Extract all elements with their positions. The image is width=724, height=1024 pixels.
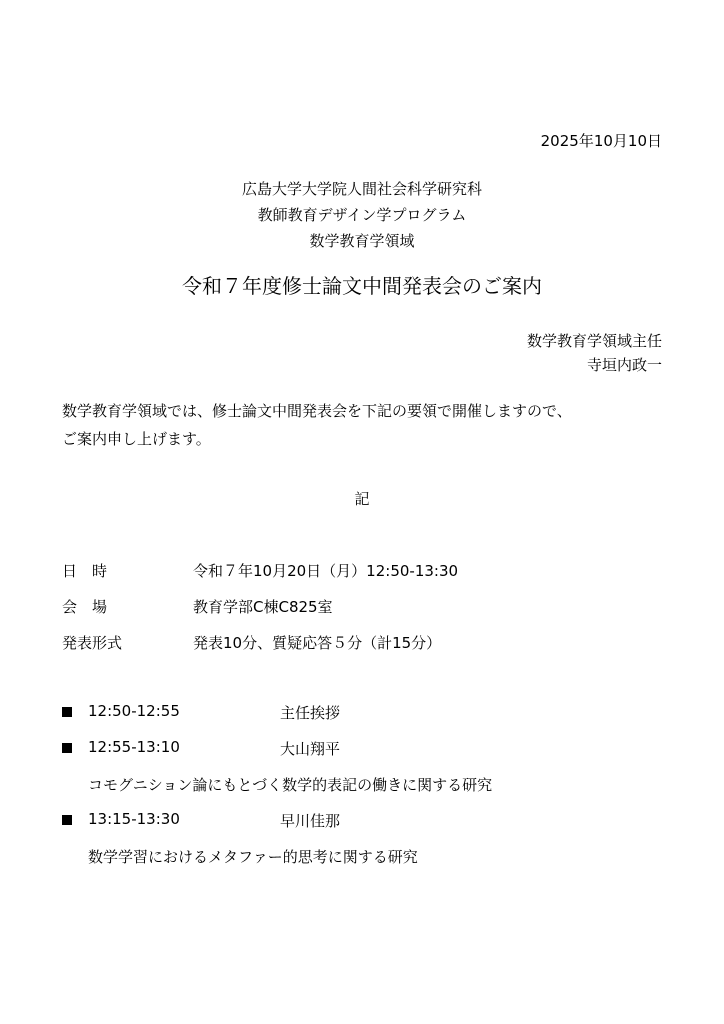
program-topic: 数学学習におけるメタファー的思考に関する研究 — [88, 848, 418, 866]
detail-label-format: 発表形式 — [62, 634, 123, 652]
sender-position: 数学教育学領域主任 — [526, 332, 662, 350]
square-bullet-icon — [62, 815, 72, 825]
detail-value-venue: 教育学部C棟C825室 — [193, 598, 333, 616]
detail-label-venue: 会 場 — [62, 598, 108, 616]
program-presenter: 大山翔平 — [280, 740, 341, 758]
sender-name: 寺垣内政一 — [586, 356, 662, 374]
program-topic: コモグニション論にもとづく数学的表記の働きに関する研究 — [88, 776, 493, 794]
program-time: 12:55-13:10 — [88, 738, 180, 756]
ki-heading: 記 — [354, 490, 370, 508]
document-date: 2025年10月10日 — [540, 132, 662, 150]
detail-label-datetime: 日 時 — [62, 562, 108, 580]
body-text-line-2: ご案内申し上げます。 — [62, 430, 211, 448]
program-presenter: 主任挨拶 — [280, 704, 341, 722]
square-bullet-icon — [62, 707, 72, 717]
organization-line-1: 広島大学大学院人間社会科学研究科 — [241, 180, 482, 198]
detail-value-datetime: 令和７年10月20日（月）12:50-13:30 — [193, 562, 459, 580]
program-time: 13:15-13:30 — [88, 810, 180, 828]
organization-line-3: 数学教育学領域 — [309, 232, 415, 250]
program-presenter: 早川佳那 — [280, 812, 341, 830]
program-time: 12:50-12:55 — [88, 702, 180, 720]
body-text-line-1: 数学教育学領域では、修士論文中間発表会を下記の要領で開催しますので、 — [62, 402, 572, 420]
square-bullet-icon — [62, 743, 72, 753]
organization-line-2: 教師教育デザイン学プログラム — [257, 206, 467, 224]
document-title: 令和７年度修士論文中間発表会のご案内 — [182, 274, 542, 298]
detail-value-format: 発表10分、質疑応答５分（計15分） — [193, 634, 442, 652]
